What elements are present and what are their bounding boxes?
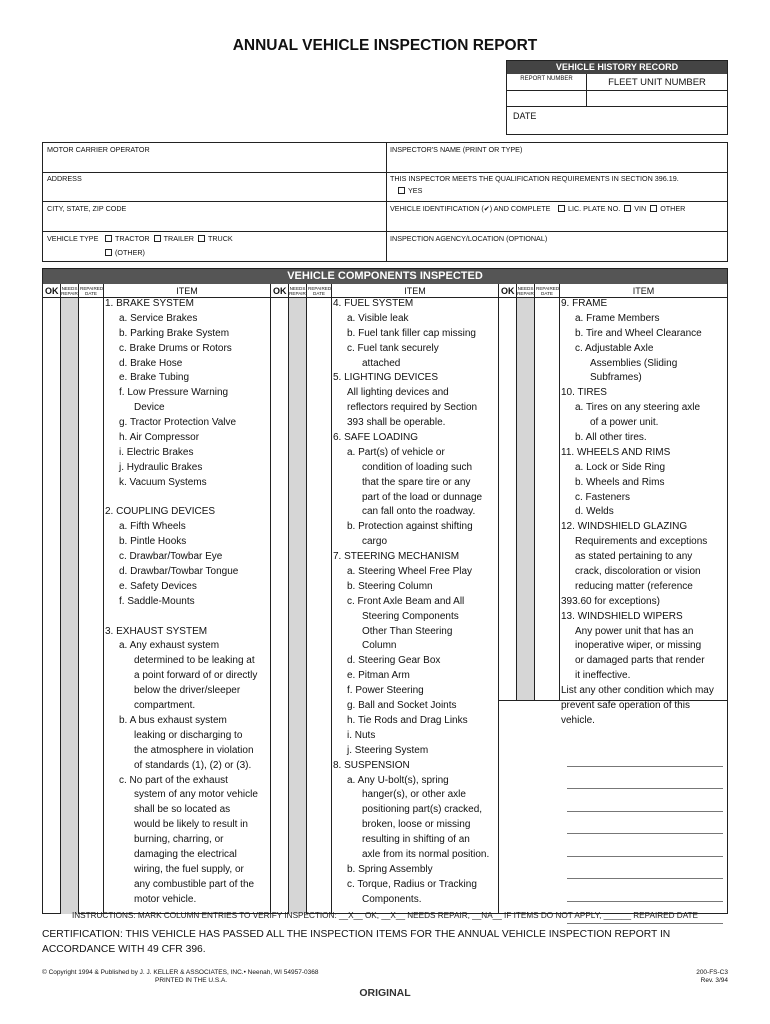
components-section (42, 268, 728, 914)
report-number-field[interactable] (507, 91, 587, 106)
component-item: a. Lock or Side Ring (575, 461, 666, 473)
ok-label: OK (45, 286, 59, 296)
component-item: c. Fuel tank securely (347, 342, 439, 354)
component-item: as stated pertaining to any (575, 551, 693, 563)
truck-checkbox[interactable] (198, 235, 205, 242)
component-item: a. Tires on any steering axle (575, 402, 701, 414)
other-condition-line[interactable] (567, 812, 723, 835)
component-item: prevent safe operation of this (561, 700, 690, 712)
component-item: g. Ball and Socket Joints (347, 700, 457, 712)
original-label: ORIGINAL (359, 987, 411, 999)
item-label: ITEM (632, 286, 655, 296)
lic-plate-label: LIC. PLATE NO. (568, 204, 621, 213)
needs-repair-label: NEEDS REPAIR (517, 286, 534, 296)
fleet-unit-label: FLEET UNIT NUMBER (608, 77, 706, 88)
component-column-3 (499, 284, 728, 914)
component-item: or damaged parts that render (575, 655, 705, 667)
component-item: leaking or discharging to (134, 729, 243, 741)
component-item: shall be so located as (134, 804, 231, 816)
component-item: any combustible part of the (134, 878, 255, 890)
report-title: ANNUAL VEHICLE INSPECTION REPORT (232, 37, 538, 54)
form-number: 200-FS-C3 (696, 969, 728, 976)
instructions: INSTRUCTIONS: MARK COLUMN ENTRIES TO VERIFY INSPECTION: __X__ OK, __X__ NEEDS REPAIR, __NA__ IF ITEMS DO NOT APPLY, ______ REPAIRED DATE (71, 911, 699, 920)
component-item: k. Vacuum Systems (119, 476, 207, 488)
component-item: b. Wheels and Rims (575, 476, 665, 488)
component-item: h. Tie Rods and Drag Links (347, 714, 468, 726)
component-item: of a power unit. (590, 417, 659, 429)
copyright: © Copyright 1994 & Published by J. J. KELLER & ASSOCIATES, INC.• Neenah, WI 54957-0368 (42, 969, 319, 976)
component-item: broken, loose or missing (362, 819, 471, 831)
component-item: a. Frame Members (575, 312, 660, 324)
other-condition-line[interactable] (567, 767, 723, 790)
component-item: wiring, the fuel supply, or (134, 863, 244, 875)
component-item: a point forward of or directly (134, 670, 258, 682)
component-item: b. Pintle Hooks (119, 536, 187, 548)
component-item: a. Service Brakes (119, 312, 198, 324)
ok-label: OK (273, 286, 287, 296)
other-condition-line[interactable] (567, 857, 723, 880)
component-item: f. Saddle-Mounts (119, 595, 195, 607)
component-item: b. Spring Assembly (347, 863, 433, 875)
repaired-date-label: REPAIRED DATE (80, 286, 104, 296)
component-item: 393 shall be operable. (347, 417, 446, 429)
component-item: e. Brake Tubing (119, 372, 190, 384)
component-item: c. Fasteners (575, 491, 631, 503)
component-item: 8. SUSPENSION (333, 759, 410, 771)
vehicle-id-label: VEHICLE IDENTIFICATION (✔) AND COMPLETE (390, 204, 551, 213)
carrier-info-section (42, 142, 728, 262)
component-item: of standards (1), (2) or (3). (134, 759, 252, 771)
revision: Rev. 3/94 (700, 977, 728, 984)
vin-label: VIN (634, 204, 647, 213)
component-item: 11. WHEELS AND RIMS (561, 446, 671, 458)
component-item: c. Brake Drums or Rotors (119, 342, 232, 354)
component-item: d. Steering Gear Box (347, 655, 441, 667)
component-item: cargo (362, 536, 388, 548)
agency-label[interactable]: INSPECTION AGENCY/LOCATION (OPTIONAL) (390, 234, 548, 243)
component-item: vehicle. (561, 714, 595, 726)
component-item: Device (134, 402, 165, 414)
repaired-date-label: REPAIRED DATE (308, 286, 332, 296)
component-item: b. Steering Column (347, 580, 433, 592)
component-item: d. Drawbar/Towbar Tongue (119, 566, 239, 578)
component-item: Subframes) (590, 372, 642, 384)
column-1-items (105, 297, 271, 908)
component-item: j. Hydraulic Brakes (119, 461, 203, 473)
component-item: it ineffective. (575, 670, 631, 682)
report-number-label: REPORT NUMBER (507, 74, 587, 90)
component-item: c. No part of the exhaust (119, 774, 228, 786)
motor-carrier-label[interactable]: MOTOR CARRIER OPERATOR (47, 145, 150, 154)
other-condition-line[interactable] (567, 789, 723, 812)
needs-repair-label: NEEDS REPAIR (61, 286, 78, 296)
component-item: a. Steering Wheel Free Play (347, 566, 473, 578)
component-item: e. Pitman Arm (347, 670, 410, 682)
certification: CERTIFICATION: THIS VEHICLE HAS PASSED ALL THE INSPECTION ITEMS FOR THE ANNUAL VEHICLE INSPECTION REPORT IN ACCORDANCE WITH 49 CFR 396. (42, 929, 671, 955)
component-item: 393.60 for exceptions) (561, 595, 660, 607)
component-item: c. Adjustable Axle (575, 342, 654, 354)
component-item: a. Any exhaust system (119, 640, 220, 652)
component-item: e. Safety Devices (119, 580, 197, 592)
component-item: Any power unit that has an (575, 625, 694, 637)
other-condition-line[interactable] (567, 744, 723, 767)
component-item: b. All other tires. (575, 432, 647, 444)
component-item (105, 610, 271, 625)
component-item: 1. BRAKE SYSTEM (105, 298, 194, 309)
component-item: List any other condition which may (561, 685, 714, 697)
other-type-checkbox[interactable] (105, 249, 112, 256)
vehicle-history-header: VEHICLE HISTORY RECORD (507, 61, 727, 74)
component-item: system of any motor vehicle (134, 789, 258, 801)
component-item: h. Air Compressor (119, 432, 200, 444)
component-item: can fall onto the roadway. (362, 506, 476, 518)
other-condition-line[interactable] (567, 834, 723, 857)
component-item: reflectors required by Section (347, 402, 478, 414)
component-item: 2. COUPLING DEVICES (105, 506, 216, 518)
component-item: 10. TIRES (561, 387, 607, 399)
component-item: Column (362, 640, 397, 652)
fleet-unit-field[interactable] (587, 91, 727, 106)
component-item: b. Protection against shifting (347, 521, 473, 533)
column-3-items (561, 297, 727, 729)
component-item: a. Part(s) of vehicle or (347, 446, 445, 458)
component-item: 4. FUEL SYSTEM (333, 298, 414, 309)
vin-checkbox[interactable] (624, 205, 631, 212)
component-item: f. Power Steering (347, 685, 424, 697)
other-condition-line[interactable] (567, 879, 723, 902)
component-item: inoperative wiper, or missing (575, 640, 702, 652)
component-item: attached (362, 357, 401, 369)
component-column-1 (43, 284, 271, 914)
trailer-checkbox[interactable] (154, 235, 161, 242)
item-label: ITEM (176, 286, 198, 296)
needs-repair-label: NEEDS REPAIR (289, 286, 306, 296)
component-item: 7. STEERING MECHANISM (333, 551, 460, 563)
component-item: below the driver/sleeper (134, 685, 241, 697)
component-item: positioning part(s) cracked, (362, 804, 483, 816)
component-item: damaging the electrical (134, 848, 237, 860)
component-item: Steering Components (362, 610, 459, 622)
component-item: i. Nuts (347, 729, 376, 741)
component-item: b. Fuel tank filler cap missing (347, 327, 476, 339)
component-item: the atmosphere in violation (134, 744, 254, 756)
other-id-label: OTHER (660, 204, 686, 213)
component-item: b. Parking Brake System (119, 327, 230, 339)
component-item: b. A bus exhaust system (119, 714, 227, 726)
component-item: axle from its normal position. (362, 848, 490, 860)
component-item: condition of loading such (362, 461, 473, 473)
component-item: c. Torque, Radius or Tracking (347, 878, 477, 890)
component-item: g. Tractor Protection Valve (119, 417, 237, 429)
component-item: j. Steering System (347, 744, 429, 756)
component-item: part of the load or dunnage (362, 491, 483, 503)
address-label[interactable]: ADDRESS (47, 174, 82, 183)
component-item: b. Tire and Wheel Clearance (575, 327, 702, 339)
component-item: compartment. (134, 700, 196, 712)
component-item: 6. SAFE LOADING (333, 432, 419, 444)
trailer-label: TRAILER (163, 234, 194, 243)
component-item: c. Drawbar/Towbar Eye (119, 551, 223, 563)
repaired-date-label: REPAIRED DATE (536, 286, 560, 296)
truck-label: TRUCK (207, 234, 233, 243)
other-conditions-lines[interactable] (567, 744, 724, 924)
component-item: a. Any U-bolt(s), spring (347, 774, 449, 786)
component-item: Assemblies (Sliding (590, 357, 678, 369)
printed-in: PRINTED IN THE U.S.A. (155, 977, 228, 984)
tractor-checkbox[interactable] (105, 235, 112, 242)
column-2-items (333, 297, 499, 908)
component-item: Requirements and exceptions (575, 536, 708, 548)
component-item: would be likely to result in (134, 819, 248, 831)
component-item: f. Low Pressure Warning (119, 387, 229, 399)
component-item: 5. LIGHTING DEVICES (333, 372, 439, 384)
other-id-checkbox[interactable] (650, 205, 657, 212)
component-item: a. Visible leak (347, 312, 409, 324)
component-item: d. Welds (575, 506, 614, 518)
component-item: hanger(s), or other axle (362, 789, 466, 801)
component-item: that the spare tire or any (362, 476, 471, 488)
vehicle-history-record (506, 60, 728, 135)
component-item: i. Electric Brakes (119, 446, 194, 458)
component-item: burning, charring, or (134, 834, 224, 846)
component-item: 9. FRAME (561, 298, 608, 309)
component-item: Other Than Steering (362, 625, 453, 637)
item-label: ITEM (404, 286, 426, 296)
lic-plate-checkbox[interactable] (558, 205, 565, 212)
ok-label: OK (501, 286, 515, 296)
component-item: motor vehicle. (134, 893, 197, 905)
component-item: 12. WINDSHIELD GLAZING (561, 521, 688, 533)
component-item: resulting in shifting of an (362, 834, 470, 846)
city-label[interactable]: CITY, STATE, ZIP CODE (47, 204, 127, 213)
component-column-2 (271, 284, 499, 914)
inspector-name-label[interactable]: INSPECTOR'S NAME (PRINT OR TYPE) (390, 145, 523, 154)
vehicle-type-label: VEHICLE TYPE (47, 234, 99, 243)
component-item: reducing matter (reference (575, 580, 693, 592)
other-type-label: (OTHER) (115, 248, 145, 257)
component-item: c. Front Axle Beam and All (347, 595, 465, 607)
component-item: Components. (362, 893, 422, 905)
component-item (105, 491, 271, 506)
component-item: 3. EXHAUST SYSTEM (105, 625, 208, 637)
component-item: crack, discoloration or vision (575, 566, 701, 578)
component-item: a. Fifth Wheels (119, 521, 186, 533)
component-item: All lighting devices and (347, 387, 449, 399)
yes-checkbox[interactable] (398, 187, 405, 194)
component-item: 13. WINDSHIELD WIPERS (561, 610, 683, 622)
component-item: determined to be leaking at (134, 655, 255, 667)
yes-label: YES (408, 186, 423, 195)
component-item: d. Brake Hose (119, 357, 183, 369)
qualification-label: THIS INSPECTOR MEETS THE QUALIFICATION REQUIREMENTS IN SECTION 396.19. (390, 174, 679, 183)
date-field[interactable]: DATE (513, 111, 537, 121)
tractor-label: TRACTOR (115, 234, 150, 243)
components-header: VEHICLE COMPONENTS INSPECTED (43, 269, 727, 284)
